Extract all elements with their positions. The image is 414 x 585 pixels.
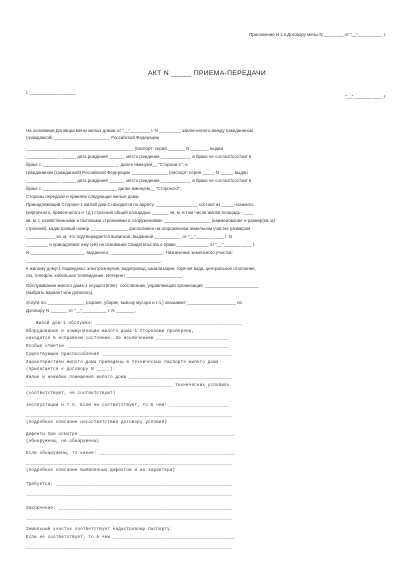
inspection-line: Дефекты при осмотре _________________________________________________________: [26, 433, 235, 437]
house-line: _______________________________________________________.: [26, 258, 162, 263]
utilities-line: Обслуживание жилого дома-1 осуществляет: собственник, управляющая организация: ______________________: [26, 283, 259, 288]
house-line: Принадлежащий Стороне-1 жилой дом-1 находится по адресу: _________________ состоит из _____-этажного: [26, 202, 254, 207]
inspection-line: Требуется: _________________________________________________________________: [26, 483, 233, 487]
inspection-line: находятся в исправном состоянии. За исключением ___________________________: [26, 337, 230, 341]
inspection-line: (подробное описание выявленных дефектов и их характера): [26, 469, 176, 473]
house-line: кв. м, с хозяйственными и бытовыми строениями и сооружениями: ___________________ (наименование и размер(кв. м): [26, 218, 276, 223]
inspection-line: ____________________________________________________________________________: [26, 546, 233, 550]
parties-line: ______________ ______ дата рождения ______, место рождения ____________, в браке не состоит/состоит в: [26, 178, 252, 183]
house-line: (кирпичного, бревенчатого и т.д.) строения общей площадью _______ кв. м, в том числе жилая площадь - ____: [26, 210, 254, 215]
house-line: строений), кадастровый номер _______________, расположен на огороженном земельном участке размером: [26, 226, 251, 231]
inspection-line: (обнаружены, не обнаружены): [26, 440, 100, 444]
inspection-line: Особые отметки ____________________________________________________________: [26, 345, 230, 349]
parties-line: Стороны передали и приняли следующие жилые дома:: [26, 194, 140, 199]
inspection-line: эксплуатации и т.п. Если не соответствуют, то в чем: ______________________: [26, 404, 230, 408]
inspection-line: Существующие приспособления ________________________________________________: [26, 353, 233, 357]
utilities-line: Договору N _______ от "__"__________ г. N ________.: [26, 308, 137, 313]
inspection-line: (соответствуют, не соответствуют): [26, 392, 116, 396]
parties-line: гражданином (гражданкой) Российской Федерации _______________ (паспорт: серия _____ N _____, выдан: [26, 170, 248, 175]
inspection-line: (подробное описание несоответствия договору условий): [26, 421, 168, 425]
inspection-line: ____________________________________________________________________________: [26, 414, 233, 418]
inspection-line: Земельный участок соответствует кадастровому паспорту.: [26, 528, 173, 532]
parties-line: ____________________________________________ (паспорт: серия _______ N _______, выдан: [26, 146, 224, 151]
inspection-line: ____________________________________________________________________________: [26, 462, 233, 466]
inspection-line: Оборудование и коммуникации жилого дома-1 Сторонами проверены,: [26, 330, 195, 334]
house-line: _________ и принадлежит ему (ей) на основании Свидетельства о праве _____________ от "__"_______ ____ г.: [26, 242, 256, 247]
inspection-line: Характеристики жилого дома приведены в технических паспорте жилого дома: [26, 361, 219, 365]
utilities-line: Услуги по: _______________ (охране, уборке, вывозу мусора и т.п.) оказывает ____________________ по: [26, 300, 242, 305]
inspection-line: Жилые и нежилые помещения жилого дома ______________________________________: [26, 376, 233, 380]
inspection-line: Заключение: ________________________________________________________________: [26, 507, 233, 511]
inspection-line: ____________________________________________________________________________: [26, 493, 233, 497]
inspection-line: Если обнаружены, то какие: __________________________________________________: [26, 452, 235, 456]
appendix-reference: Приложение N 1 к Договору мены N ________ от "__"__________ г.: [248, 32, 386, 37]
act-title: АКТ N _____ ПРИЕМА-ПЕРЕДАЧИ: [147, 70, 267, 77]
parties-line: браке с _______________________________, далее именуем__ "Сторона-1", и: [26, 162, 188, 167]
inspection-line: (прилагается к договору N _____).: [26, 368, 116, 372]
inspection-line: Если не соответствует, то в чем _____________________________________________: [26, 536, 235, 540]
utilities-line: (выбрать вариант или дописать).: [26, 290, 94, 295]
parties-line: браке с ______________________________, далее именуем__ "Сторона-2",: [26, 186, 182, 191]
parties-line: На основании Договора мены жилых домов от "__"________ г. N _________ заключенного между гражданином: [26, 128, 253, 133]
inspection-line: ______________________________________________________ технических условиях: [26, 384, 230, 388]
utilities-line: газ, телефон, кабельное телевидение, Интернет _______________________.: [26, 273, 184, 278]
utilities-line: К жилому дому-1 подведены: электроэнергия, водопровод, канализация, горячая вода, центральное отопление,: [26, 266, 256, 271]
house-line: N ______________________, выданного ______________________. Назначение земельного участка:: [26, 250, 233, 255]
parties-line: ______________ ______ дата рождения ______, место рождения ____________, в браке не состоит/состоит в: [26, 154, 252, 159]
place-field: г. ___________________: [26, 90, 76, 95]
inspection-line: ____________________________________________________________________________: [26, 517, 233, 521]
house-line: ____________ кв. м, что подтверждается выпиской, выданной ___________ от "__"_______ ____ г. N: [26, 234, 232, 239]
act-date: "__" _______ ____ г.: [345, 94, 386, 99]
inspection-line: Жилой дом-1 обслужен: ______________________________________________________: [36, 322, 243, 326]
parties-line: (гражданкой) _______________________ Российской Федерации: [26, 135, 159, 140]
